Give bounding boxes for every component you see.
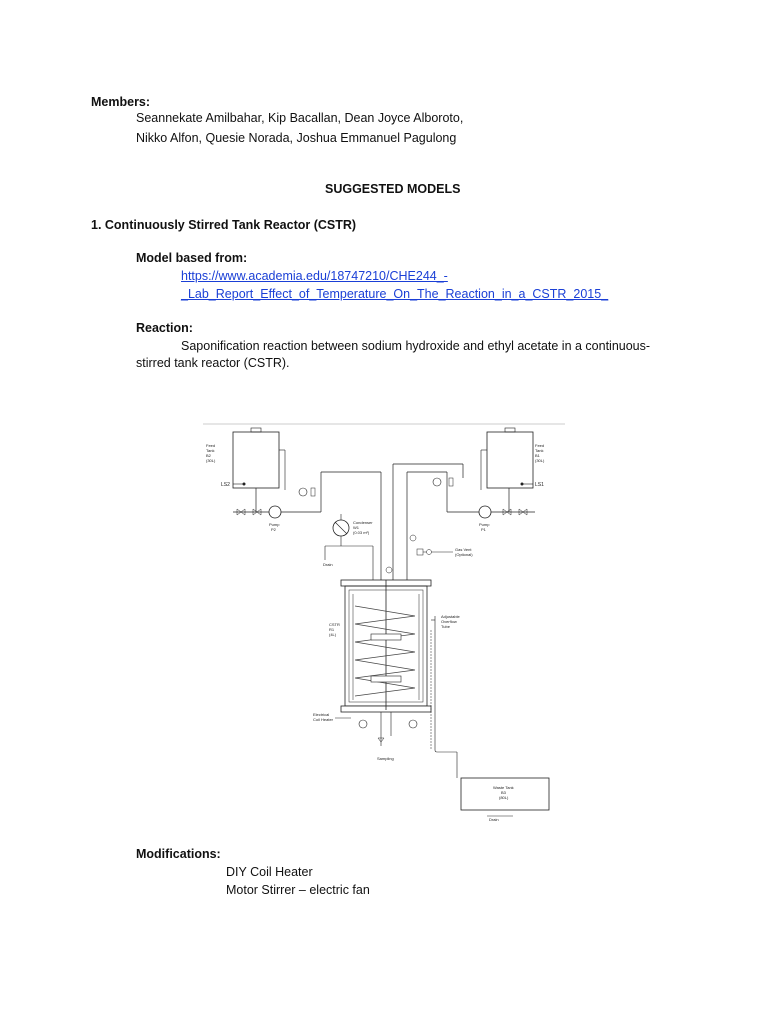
waste-tank-label-3: (80L) (499, 795, 509, 800)
cstr-label-1: CSTR (329, 622, 340, 627)
condenser-drain-label: Drain (323, 562, 333, 567)
adjustable-tube-label-1: Adjustable (441, 614, 460, 619)
feed-tank-left-label-2: Tank (206, 448, 215, 453)
reaction-heading: Reaction: (136, 321, 193, 335)
feed-tank-right-label-3: B1 (535, 453, 540, 458)
adjustable-tube-label-3: Tube (441, 624, 450, 629)
feed-tank-left-label-1: Feed (206, 443, 216, 448)
heater-label-1: Electrical (313, 712, 330, 717)
ls1-label: LS1 (535, 482, 544, 488)
members-heading: Members: (91, 95, 151, 109)
waste-tank-label-2: B3 (501, 790, 506, 795)
model-based-heading: Model based from: (136, 251, 248, 265)
heater-label-2: Coil Heater (313, 717, 334, 722)
source-link-line-2[interactable]: _Lab_Report_Effect_of_Temperature_On_The_Reaction_in_a_CSTR_2015_ (181, 287, 609, 301)
condenser-label-2: W1 (353, 525, 359, 530)
feed-tank-right-label-1: Feed (535, 443, 545, 448)
feed-tank-right-label-4: (30L) (535, 458, 545, 463)
feed-tank-left-label-4: (30L) (206, 458, 216, 463)
members-line-2: Nikko Alfon, Quesie Norada, Joshua Emmanuel Pagulong (136, 131, 457, 145)
waste-tank-label-1: Waste Tank (493, 785, 514, 790)
modifications-heading: Modifications: (136, 847, 221, 861)
condenser-label-1: Condenser (353, 520, 373, 525)
cstr-label-3: (4L) (329, 632, 337, 637)
pump-right-label-2: P1 (481, 527, 486, 532)
pump-left-label-1: Pump (269, 522, 280, 527)
ls2-label: LS2 (221, 482, 230, 488)
feed-tank-right-label-2: Tank (535, 448, 544, 453)
members-line-1: Seannekate Amilbahar, Kip Bacallan, Dean Joyce Alboroto, (136, 111, 464, 125)
reaction-text-line-2: stirred tank reactor (CSTR). (136, 356, 290, 370)
modification-item-1: DIY Coil Heater (226, 865, 313, 879)
condenser-label-3: (0.03 m²) (353, 530, 370, 535)
waste-drain-label: Drain (489, 817, 499, 822)
reaction-text-line-1: Saponification reaction between sodium hydroxide and ethyl acetate in a continuous- (181, 339, 651, 353)
gas-vent-label-1: Gas Vent (455, 547, 472, 552)
source-link-line-1[interactable]: https://www.academia.edu/18747210/CHE244_- (181, 269, 448, 283)
feed-tank-left-label-3: B2 (206, 453, 211, 458)
cstr-label-2: R1 (329, 627, 335, 632)
model-1-heading: 1. Continuously Stirred Tank Reactor (CSTR) (91, 218, 357, 232)
cstr-process-diagram (203, 420, 565, 822)
adjustable-tube-label-2: Overflow (441, 619, 457, 624)
sampling-label: Sampling (377, 756, 394, 761)
section-title: SUGGESTED MODELS (325, 182, 461, 196)
modification-item-2: Motor Stirrer – electric fan (226, 883, 370, 897)
pump-right-label-1: Pump (479, 522, 490, 527)
gas-vent-label-2: (Optional) (455, 552, 473, 557)
pump-left-label-2: P2 (271, 527, 276, 532)
